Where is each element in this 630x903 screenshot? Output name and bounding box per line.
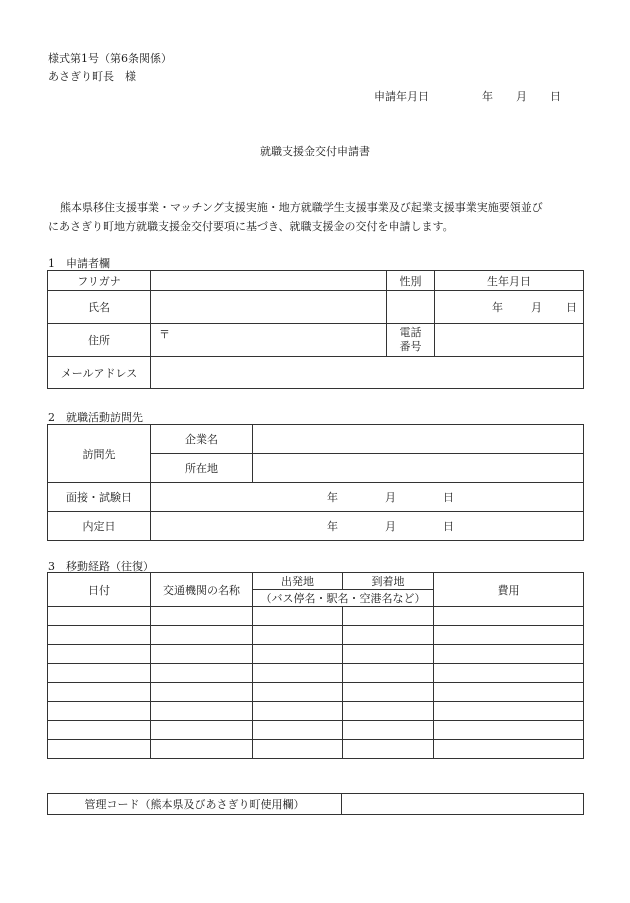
birth-day-label: 日 [566,301,577,314]
management-code-label: 管理コード（熊本県及びあさぎり町使用欄） [48,794,342,815]
addressee: あさぎり町長 様 [48,70,136,83]
gender-label: 性別 [387,271,435,291]
section-2-heading: 2 就職活動訪問先 [48,411,143,424]
birth-date-field[interactable] [435,291,584,324]
body-text-line-2: にあさぎり町地方就職支援金交付要項に基づき、就職支援金の交付を申請します。 [48,220,454,233]
route-departure-cell[interactable] [253,664,343,683]
phone-label-line-1: 電話 [399,326,422,339]
route-arrival-header: 到着地 [343,573,434,590]
offer-day-label: 日 [443,520,454,533]
application-day-label: 日 [550,90,561,103]
offer-date-label: 内定日 [48,512,151,541]
route-cost-cell[interactable] [434,740,584,759]
route-date-cell[interactable] [48,626,151,645]
route-arrival-cell[interactable] [343,683,434,702]
management-code-field[interactable] [342,794,584,815]
interview-day-label: 日 [443,491,454,504]
route-row [48,607,584,626]
interview-date-field[interactable] [151,483,584,512]
route-departure-cell[interactable] [253,721,343,740]
address-field[interactable] [151,324,387,357]
section-1-heading: 1 申請者欄 [48,257,110,270]
route-departure-cell[interactable] [253,645,343,664]
route-date-cell[interactable] [48,740,151,759]
applicant-table [47,270,584,389]
route-departure-cell[interactable] [253,683,343,702]
route-cost-cell[interactable] [434,721,584,740]
route-cost-cell[interactable] [434,683,584,702]
offer-year-label: 年 [327,520,338,533]
application-year-label: 年 [482,90,493,103]
route-cost-cell[interactable] [434,664,584,683]
route-transport-cell[interactable] [151,664,253,683]
offer-month-label: 月 [385,520,396,533]
route-cost-header: 費用 [434,573,584,607]
route-arrival-cell[interactable] [343,607,434,626]
route-departure-cell[interactable] [253,607,343,626]
route-arrival-cell[interactable] [343,626,434,645]
application-month-label: 月 [516,90,527,103]
route-departure-cell[interactable] [253,740,343,759]
route-row [48,626,584,645]
route-date-cell[interactable] [48,645,151,664]
address-label: 住所 [48,324,151,357]
form-number: 様式第1号（第6条関係） [48,52,172,65]
route-date-cell[interactable] [48,721,151,740]
route-date-cell[interactable] [48,702,151,721]
route-date-cell[interactable] [48,664,151,683]
route-arrival-cell[interactable] [343,721,434,740]
route-cost-cell[interactable] [434,607,584,626]
furigana-label: フリガナ [48,271,151,291]
name-field[interactable] [151,291,387,324]
route-transport-cell[interactable] [151,702,253,721]
application-date-label: 申請年月日 [374,90,429,103]
route-transport-cell[interactable] [151,607,253,626]
name-label: 氏名 [48,291,151,324]
body-text-line-1: 熊本県移住支援事業・マッチング支援実施・地方就職学生支援事業及び起業支援事業実施要領並び [60,201,543,214]
visit-place-label: 訪問先 [48,425,151,483]
location-field[interactable] [253,454,584,483]
route-transport-cell[interactable] [151,683,253,702]
route-date-cell[interactable] [48,683,151,702]
email-field[interactable] [151,357,584,389]
postal-mark: 〒 [159,328,170,341]
route-place-note: （バス停名・駅名・空港名など） [253,590,434,607]
location-label: 所在地 [151,454,253,483]
document-title: 就職支援金交付申請書 [260,145,370,158]
route-row [48,683,584,702]
route-row [48,721,584,740]
route-cost-cell[interactable] [434,645,584,664]
route-arrival-cell[interactable] [343,664,434,683]
birth-date-label: 生年月日 [435,271,584,291]
route-transport-cell[interactable] [151,626,253,645]
gender-field[interactable] [387,291,435,324]
furigana-field[interactable] [151,271,387,291]
route-arrival-cell[interactable] [343,740,434,759]
route-transport-header: 交通機関の名称 [151,573,253,607]
route-table [47,572,584,759]
birth-month-label: 月 [531,301,542,314]
section-3-heading: 3 移動経路（往復） [48,560,154,573]
offer-date-field[interactable] [151,512,584,541]
interview-date-label: 面接・試験日 [48,483,151,512]
company-name-label: 企業名 [151,425,253,454]
phone-label-line-2: 番号 [399,340,422,353]
route-departure-header: 出発地 [253,573,343,590]
route-arrival-cell[interactable] [343,645,434,664]
email-label: メールアドレス [48,357,151,389]
route-row [48,645,584,664]
route-row [48,740,584,759]
interview-year-label: 年 [327,491,338,504]
route-departure-cell[interactable] [253,626,343,645]
route-transport-cell[interactable] [151,740,253,759]
route-cost-cell[interactable] [434,702,584,721]
phone-field[interactable] [435,324,584,357]
route-arrival-cell[interactable] [343,702,434,721]
interview-month-label: 月 [385,491,396,504]
route-departure-cell[interactable] [253,702,343,721]
route-date-header: 日付 [48,573,151,607]
route-cost-cell[interactable] [434,626,584,645]
route-date-cell[interactable] [48,607,151,626]
company-name-field[interactable] [253,425,584,454]
management-code-table [47,793,584,815]
route-row [48,664,584,683]
birth-year-label: 年 [492,301,503,314]
visit-table [47,424,584,541]
route-transport-cell[interactable] [151,645,253,664]
route-row [48,702,584,721]
phone-label [387,324,435,357]
route-transport-cell[interactable] [151,721,253,740]
